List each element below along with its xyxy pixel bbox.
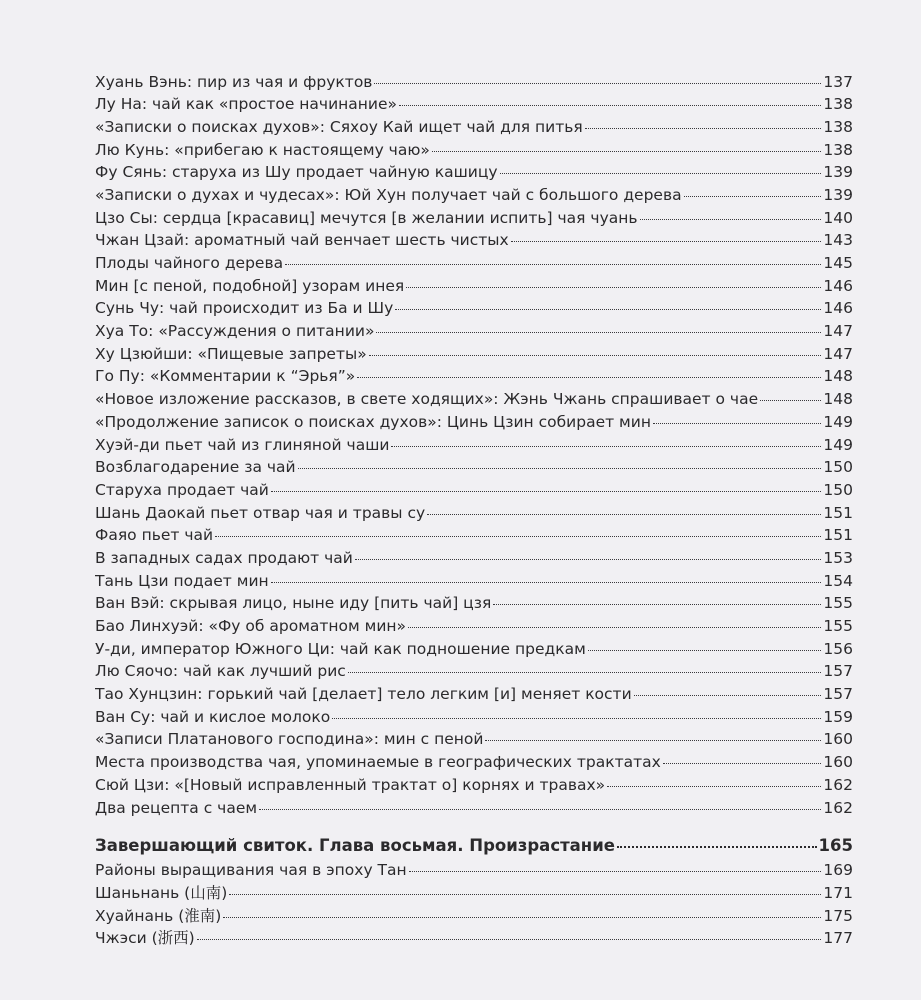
dot-leader	[376, 317, 821, 334]
entry-title: Ван Вэй: скрывая лицо, ныне иду [пить чай] цзя	[95, 594, 492, 613]
chapter-title: Завершающий свиток. Глава восьмая. Произрастание	[95, 836, 615, 856]
dot-leader	[271, 475, 822, 492]
entry-page-number: 155	[823, 617, 853, 635]
entry-page-number: 153	[823, 548, 853, 567]
entry-page-number: 175	[823, 906, 853, 925]
dot-leader	[355, 543, 822, 560]
dot-leader	[500, 158, 822, 175]
toc-entry	[95, 365, 853, 388]
entry-title: Возблагодарение за чай	[95, 458, 296, 477]
entry-page-number: 146	[823, 299, 853, 318]
entry-page-number: 151	[823, 526, 853, 545]
dot-leader	[585, 112, 822, 129]
dot-leader	[399, 90, 821, 107]
entry-page-number: 171	[823, 883, 853, 902]
dot-leader	[332, 702, 821, 719]
dot-leader	[607, 770, 821, 787]
dot-leader	[285, 249, 821, 266]
entry-page-number: 149	[823, 435, 853, 454]
dot-leader	[374, 67, 821, 84]
dot-leader	[197, 924, 822, 941]
dot-leader	[369, 339, 822, 356]
dot-leader	[229, 878, 821, 895]
entry-title: Фу Сянь: старуха из Шу продает чайную кашицу	[95, 163, 498, 182]
dot-leader	[663, 748, 822, 765]
dot-leader	[634, 680, 822, 697]
dot-leader	[223, 901, 821, 918]
dot-leader	[408, 612, 821, 629]
dot-leader	[760, 385, 821, 402]
dot-leader	[588, 634, 822, 651]
dot-leader	[684, 180, 822, 197]
entry-title: Лу На: чай как «простое начинание»	[95, 95, 398, 114]
entry-title: Шань Даокай пьет отвар чая и травы су	[95, 503, 426, 522]
entry-page-number: 140	[823, 208, 853, 227]
table-of-contents	[95, 70, 853, 949]
entry-page-number: 154	[823, 571, 853, 590]
toc-entry	[95, 796, 853, 819]
entry-title: Фаяо пьет чай	[95, 526, 214, 545]
entry-page-number: 147	[823, 344, 853, 363]
entry-title: Хуань Вэнь: пир из чая и фруктов	[95, 72, 373, 91]
entry-title: Хуа То: «Рассуждения о питании»	[95, 322, 375, 341]
entry-page-number: 138	[823, 95, 853, 114]
entry-page-number: 150	[823, 480, 853, 499]
dot-leader	[653, 407, 821, 424]
entry-title: Хуэй-ди пьет чай из глиняной чаши	[95, 435, 390, 454]
dot-leader	[427, 498, 821, 515]
entry-title: Тань Цзи подает мин	[95, 571, 269, 590]
entry-page-number: 150	[823, 458, 853, 477]
entry-title: Места производства чая, упоминаемые в географических трактатах	[95, 753, 661, 772]
entry-title: Лю Кунь: «прибегаю к настоящему чаю»	[95, 140, 430, 159]
entry-page-number: 143	[823, 231, 853, 250]
entry-title: Плоды чайного дерева	[95, 254, 284, 272]
entry-title: «Записки о духах и чудесах»: Юй Хун получает чай с большого дерева	[95, 185, 682, 204]
entry-title: Ху Цзюйши: «Пищевые запреты»	[95, 344, 367, 363]
dot-leader	[406, 271, 821, 288]
entry-title: «Новое изложение рассказов, в свете ходящих»: Жэнь Чжань спрашивает о чае	[95, 390, 759, 409]
dot-leader	[259, 793, 821, 810]
entry-page-number: 157	[823, 662, 853, 681]
toc-subentries	[95, 859, 853, 950]
entry-page-number: 137	[823, 72, 853, 91]
dot-leader	[617, 830, 817, 849]
entry-title: «Записки о поисках духов»: Сяхоу Кай ищет чай для питья	[95, 117, 583, 136]
entry-title: Мин [с пеной, подобной] узорам инея	[95, 276, 405, 295]
entry-title: Районы выращивания чая в эпоху Тан	[95, 861, 407, 880]
entry-title: Чжэси (浙西)	[95, 929, 195, 948]
entry-page-number: 151	[823, 503, 853, 522]
entry-page-number: 149	[823, 412, 853, 431]
entry-page-number: 162	[823, 798, 853, 817]
entry-page-number: 160	[823, 730, 853, 749]
dot-leader	[357, 362, 821, 379]
entry-page-number: 138	[823, 140, 853, 159]
dot-leader	[409, 856, 822, 873]
dot-leader	[391, 430, 821, 447]
entry-title: «Продолжение записок о поисках духов»: Цинь Цзин собирает мин	[95, 412, 651, 431]
entry-title: Лю Сяочо: чай как лучший рис	[95, 662, 346, 681]
entry-title: Хуайнань (淮南)	[95, 906, 222, 925]
dot-leader	[395, 294, 821, 311]
entry-page-number: 148	[823, 390, 853, 409]
entry-page-number: 139	[823, 185, 853, 204]
entry-title: Шаньнань (山南)	[95, 883, 228, 902]
entry-title: Цзо Сы: сердца [красавиц] мечутся [в желании испить] чая чуань	[95, 208, 638, 227]
entry-page-number: 160	[823, 753, 853, 772]
dot-leader	[271, 566, 822, 583]
entry-page-number: 162	[823, 775, 853, 794]
dot-leader	[493, 589, 821, 606]
entry-page-number: 177	[823, 929, 853, 948]
entry-title: У-ди, император Южного Ци: чай как подношение предкам	[95, 639, 586, 658]
entry-title: Чжан Цзай: ароматный чай венчает шесть чистых	[95, 231, 509, 250]
entry-page-number: 157	[823, 685, 853, 704]
entry-title: Сюй Цзи: «[Новый исправленный трактат о] корнях и травах»	[95, 775, 606, 794]
entry-title: Два рецепта с чаем	[95, 798, 258, 817]
entry-title: Старуха продает чай	[95, 480, 269, 499]
chapter-page-number: 165	[818, 836, 853, 856]
dot-leader	[511, 226, 822, 243]
entry-title: Го Пу: «Комментарии к “Эрья”»	[95, 367, 356, 386]
entry-page-number: 159	[823, 707, 853, 726]
entry-page-number: 169	[823, 861, 853, 880]
toc-entries	[95, 70, 853, 819]
entry-page-number: 148	[823, 367, 853, 386]
toc-entry	[95, 927, 853, 950]
entry-page-number: 146	[823, 276, 853, 295]
entry-title: «Записи Платанового господина»: мин с пеной	[95, 730, 484, 749]
dot-leader	[348, 657, 822, 674]
entry-title: В западных садах продают чай	[95, 548, 353, 567]
dot-leader	[640, 203, 822, 220]
entry-title: Бао Линхуэй: «Фу об ароматном мин»	[95, 617, 407, 635]
dot-leader	[485, 725, 821, 742]
entry-page-number: 145	[823, 254, 853, 272]
entry-page-number: 155	[823, 594, 853, 613]
entry-page-number: 147	[823, 322, 853, 341]
entry-title: Сунь Чу: чай происходит из Ба и Шу	[95, 299, 394, 318]
entry-page-number: 139	[823, 163, 853, 182]
entry-page-number: 156	[823, 639, 853, 658]
dot-leader	[298, 453, 822, 470]
entry-title: Ван Су: чай и кислое молоко	[95, 707, 331, 726]
entry-title: Тао Хунцзин: горький чай [делает] тело легким [и] меняет кости	[95, 685, 632, 704]
dot-leader	[432, 135, 822, 152]
dot-leader	[215, 521, 821, 538]
entry-page-number: 138	[823, 117, 853, 136]
